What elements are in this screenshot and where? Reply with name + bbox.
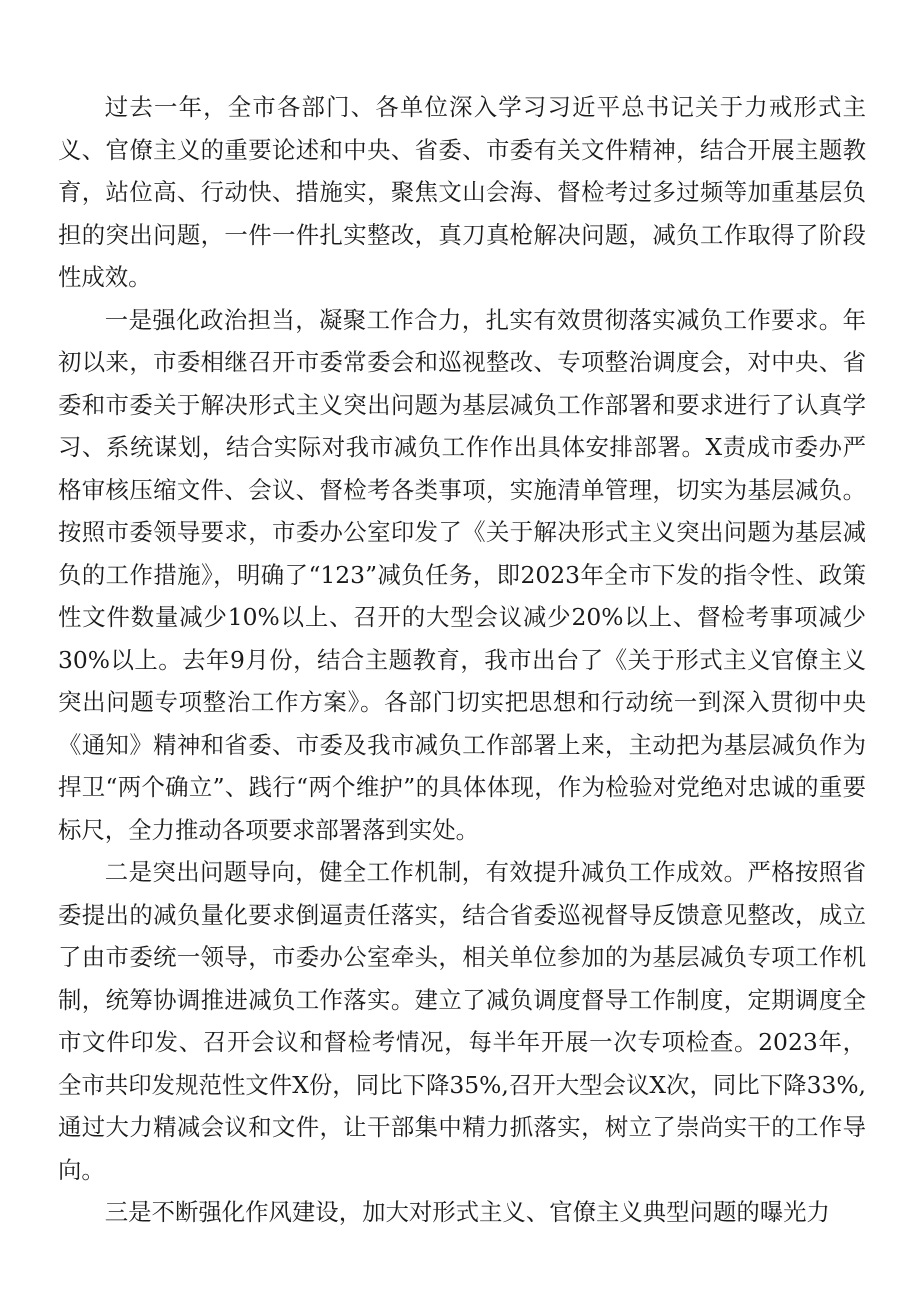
paragraph-point-one: 一是强化政治担当，凝聚工作合力，扎实有效贯彻落实减负工作要求。年初以来，市委相继召开市委常委会和巡视整改、专项整治调度会，对中央、省委和市委关于解决形式主义突出问题为基层减负工作部署和要求进行了认真学习、系统谋划，结合实际对我市减负工作作出具体安排部署。X责成市委办严格审核压缩文件、会议、督检考各类事项，实施清单管理，切实为基层减负。按照市委领导要求，市委办公室印发了《关于解决形式主义突出问题为基层减负的工作措施》，明确了“123”减负任务，即2023年全市下发的指令性、政策性文件数量减少10%以上、召开的大型会议减少20%以上、督检考事项减少30%以上。去年9月份，结合主题教育，我市出台了《关于形式主义官僚主义突出问题专项整治工作方案》。各部门切实把思想和行动统一到深入贯彻中央《通知》精神和省委、市委及我市减负工作部署上来，主动把为基层减负作为捍卫“两个确立”、践行“两个维护”的具体体现，作为检验对党绝对忠诚的重要标尺，全力推动各项要求部署落到实处。 — [58, 305, 866, 844]
paragraph-intro: 过去一年，全市各部门、各单位深入学习习近平总书记关于力戒形式主义、官僚主义的重要论述和中央、省委、市委有关文件精神，结合开展主题教育，站位高、行动快、措施实，聚焦文山会海、督检考过多过频等加重基层负担的突出问题，一件一件扎实整改，真刀真枪解决问题，减负工作取得了阶段性成效。 — [58, 93, 866, 291]
paragraph-point-three: 三是不断强化作风建设，加大对形式主义、官僚主义典型问题的曝光力 — [104, 1198, 830, 1226]
paragraph-point-two: 二是突出问题导向，健全工作机制，有效提升减负工作成效。严格按照省委提出的减负量化要求倒逼责任落实，结合省委巡视督导反馈意见整改，成立了由市委统一领导，市委办公室牵头，相关单位参加的为基层减负专项工作机制，统筹协调推进减负工作落实。建立了减负调度督导工作制度，定期调度全市文件印发、召开会议和督检考情况，每半年开展一次专项检查。2023年，全市共印发规范性文件X份，同比下降35%,召开大型会议X次，同比下降33%,通过大力精减会议和文件，让干部集中精力抓落实，树立了崇尚实干的工作导向。 — [58, 858, 866, 1184]
document-body — [58, 86, 866, 1234]
